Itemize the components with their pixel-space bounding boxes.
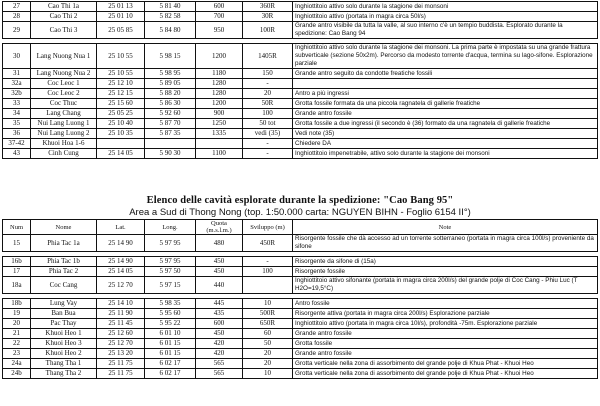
cell-name: Cinh Cung (31, 149, 97, 159)
cell-dev: 10 (243, 299, 293, 309)
cell-note: Antro fossile (293, 299, 598, 309)
cell-lat (97, 139, 145, 149)
cell-num: 21 (3, 329, 31, 339)
cell-note: Grotta fossile (293, 339, 598, 349)
cell-dev: - (243, 257, 293, 267)
cell-name: Khuoi Heo 2 (31, 349, 97, 359)
cell-quota: 1200 (196, 44, 243, 69)
cell-name: Nui Lang Luong 1 (31, 119, 97, 129)
cell-note: Grande antro fossile (293, 329, 598, 339)
cell-name: Thang Tha 2 (31, 369, 97, 379)
cell-quota: 1280 (196, 79, 243, 89)
section2-title: Elenco delle cavità esplorate durante la spedizione: "Cao Bang 95" (146, 195, 454, 206)
table-row (3, 299, 598, 309)
table-row (3, 359, 598, 369)
cell-long: 5 98 95 (145, 69, 196, 79)
cell-lat: 25 11 75 (97, 359, 145, 369)
cell-num: 33 (3, 99, 31, 109)
header-long: Long. (145, 220, 196, 235)
cell-name: Coc Leoc 1 (31, 79, 97, 89)
cell-quota: 700 (196, 12, 243, 22)
cell-num: 15 (3, 235, 31, 252)
cell-num: 37-42 (3, 139, 31, 149)
cell-num: 18a (3, 277, 31, 294)
cell-dev: vedi (35) (243, 129, 293, 139)
cell-dev: 20 (243, 89, 293, 99)
cell-long: 6 02 17 (145, 369, 196, 379)
cell-lat: 25 14 05 (97, 267, 145, 277)
cell-num: 24a (3, 359, 31, 369)
header-dev: Sviluppo (m) (243, 220, 293, 235)
cell-num: 17 (3, 267, 31, 277)
cell-note: Grotta fossile a due ingressi (il secondo è (36) formato da una ragnatela di gallerie freatiche (293, 119, 598, 129)
cell-name: Lang Nuong Nua 1 (31, 44, 97, 69)
cell-dev: 20 (243, 349, 293, 359)
cell-name: Phia Tac 1b (31, 257, 97, 267)
cell-lat: 25 10 55 (97, 69, 145, 79)
table-row (3, 129, 598, 139)
header-quota: Quota (m.s.l.m.) (196, 220, 243, 235)
cell-quota: 420 (196, 339, 243, 349)
cell-note: Risorgente fossile (293, 267, 598, 277)
cell-name: Coc Leoc 2 (31, 89, 97, 99)
cell-lat: 25 12 70 (97, 339, 145, 349)
cell-dev: 50R (243, 99, 293, 109)
cell-note: Grande antro seguito da condotte freatiche fossili (293, 69, 598, 79)
cell-note: Inghiottitoio attivo solo durante la stagione dei monsoni (293, 2, 598, 12)
cell-num: 23 (3, 349, 31, 359)
cell-dev: 150 (243, 69, 293, 79)
cell-num: 31 (3, 69, 31, 79)
cell-lat: 25 14 90 (97, 235, 145, 252)
cell-num: 16b (3, 257, 31, 267)
table-row (3, 309, 598, 319)
cell-quota: 950 (196, 22, 243, 39)
cell-num: 27 (3, 2, 31, 12)
cell-num: 36 (3, 129, 31, 139)
cell-quota: 445 (196, 299, 243, 309)
cell-num: 32b (3, 89, 31, 99)
cell-lat: 25 14 10 (97, 299, 145, 309)
cell-dev: 360R (243, 2, 293, 12)
cell-quota: 600 (196, 2, 243, 12)
cell-quota: 450 (196, 267, 243, 277)
cell-dev: 100 (243, 109, 293, 119)
cell-name: Lang Chang (31, 109, 97, 119)
cell-lat: 25 05 25 (97, 109, 145, 119)
header-name: Nome (31, 220, 97, 235)
cell-name: Khuoi Heo 1 (31, 329, 97, 339)
cell-quota: 565 (196, 359, 243, 369)
cell-lat: 25 11 45 (97, 319, 145, 329)
table-row (3, 79, 598, 89)
cell-lat: 25 12 10 (97, 79, 145, 89)
cell-long: 5 92 60 (145, 109, 196, 119)
cell-num: 32a (3, 79, 31, 89)
cell-dev: - (243, 139, 293, 149)
cave-table-1 (2, 1, 598, 159)
table-row (3, 369, 598, 379)
cell-lat: 25 11 90 (97, 309, 145, 319)
cell-dev: 50 (243, 339, 293, 349)
cell-lat: 25 12 60 (97, 329, 145, 339)
cell-note: Vedi note (35) (293, 129, 598, 139)
table-row (3, 277, 598, 294)
cell-note: Grotta fossile formata da una piccola ragnatela di gallerie freatiche (293, 99, 598, 109)
cell-dev: 60 (243, 329, 293, 339)
cell-dev: 20 (243, 359, 293, 369)
cell-quota: 1250 (196, 119, 243, 129)
cell-long: 5 82 58 (145, 12, 196, 22)
cell-quota: 450 (196, 329, 243, 339)
cell-lat: 25 05 85 (97, 22, 145, 39)
cell-lat: 25 10 35 (97, 129, 145, 139)
cell-name: Phia Tac 2 (31, 267, 97, 277)
cell-long: 5 87 35 (145, 129, 196, 139)
header-num: Num (3, 220, 31, 235)
cell-lat: 25 14 05 (97, 149, 145, 159)
table-row (3, 69, 598, 79)
cell-long: 6 01 15 (145, 349, 196, 359)
cell-long: 5 98 15 (145, 44, 196, 69)
cell-dev: 650R (243, 319, 293, 329)
table-row (3, 2, 598, 12)
cell-dev: - (243, 149, 293, 159)
cell-name: Coc Cang (31, 277, 97, 294)
header-note: Note (293, 220, 598, 235)
cell-long: 5 81 40 (145, 2, 196, 12)
cell-note: Risorgente da sifone di (15a) (293, 257, 598, 267)
cell-lat: 25 15 60 (97, 99, 145, 109)
cell-quota: 1100 (196, 149, 243, 159)
cell-name: Thang Tha 1 (31, 359, 97, 369)
cell-long: 5 95 22 (145, 319, 196, 329)
cell-lat: 25 10 40 (97, 119, 145, 129)
cell-note: Grande antro fossile (293, 349, 598, 359)
cell-long: 5 97 50 (145, 267, 196, 277)
cell-name: Ban Bua (31, 309, 97, 319)
cell-quota: 1200 (196, 99, 243, 109)
table-row (3, 149, 598, 159)
table-row (3, 257, 598, 267)
cell-name: Cao Thi 3 (31, 22, 97, 39)
cell-lat: 25 11 75 (97, 369, 145, 379)
cell-quota: 600 (196, 319, 243, 329)
cell-quota (196, 139, 243, 149)
cell-note: Risorgente attiva (portata in magra circa 200l/s) Esplorazione parziale (293, 309, 598, 319)
cell-long: 6 01 15 (145, 339, 196, 349)
cell-dev: 100 (243, 267, 293, 277)
table-row (3, 119, 598, 129)
cell-quota: 480 (196, 235, 243, 252)
cell-num: 22 (3, 339, 31, 349)
cell-note: Grande antro visibile da tutta la valle, al suo interno c'è un tempio buddista. Esplorato durante la spedizione: Cao Bang 94 (293, 22, 598, 39)
cell-note: Grotta verticale nella zona di assorbimento del grande polje di Khua Phat - Khuoi Heo (293, 369, 598, 379)
table-row (3, 99, 598, 109)
cell-lat: 25 12 70 (97, 277, 145, 294)
cell-dev: 30R (243, 12, 293, 22)
cell-quota: 565 (196, 369, 243, 379)
cell-long (145, 139, 196, 149)
cell-num: 19 (3, 309, 31, 319)
cell-dev: 100R (243, 22, 293, 39)
cell-lat: 25 10 55 (97, 44, 145, 69)
cell-long: 5 87 70 (145, 119, 196, 129)
cell-num: 18b (3, 299, 31, 309)
cell-dev: 450R (243, 235, 293, 252)
table-row (3, 349, 598, 359)
cell-num: 43 (3, 149, 31, 159)
cell-name: Lang Nuong Nua 2 (31, 69, 97, 79)
cell-lat: 25 01 10 (97, 12, 145, 22)
table-row (3, 339, 598, 349)
table-row (3, 109, 598, 119)
cell-num: 24b (3, 369, 31, 379)
cell-name: Nui Lang Luong 2 (31, 129, 97, 139)
cell-quota: 440 (196, 277, 243, 294)
cell-note: Inghiottitoio attivo sifonante (portata in magra circa 200l/s) del grande polje di Coc Cang - Phiu Luc (T H2O=19,5°C) (293, 277, 598, 294)
table-row (3, 319, 598, 329)
cell-note: Grande antro fossile (293, 109, 598, 119)
cell-long: 6 02 17 (145, 359, 196, 369)
cell-name: Cao Thi 2 (31, 12, 97, 22)
cell-note: Antro a più ingressi (293, 89, 598, 99)
cell-name: Cao Thi 1a (31, 2, 97, 12)
cell-long: 5 89 05 (145, 79, 196, 89)
section2-subtitle: Area a Sud di Thong Nong (top. 1:50.000 carta: NGUYEN BIHN - Foglio 6154 II°) (129, 207, 471, 218)
cell-num: 29 (3, 22, 31, 39)
cell-num: 20 (3, 319, 31, 329)
cell-lat: 25 12 15 (97, 89, 145, 99)
cell-long: 5 97 15 (145, 277, 196, 294)
cell-name: Pac Thay (31, 319, 97, 329)
table-row (3, 329, 598, 339)
table-row (3, 267, 598, 277)
cell-lat: 25 01 13 (97, 2, 145, 12)
cave-table-2 (2, 219, 598, 379)
cell-dev: 50 tot (243, 119, 293, 129)
cell-quota: 1335 (196, 129, 243, 139)
cell-note: Chiedere DA (293, 139, 598, 149)
cell-quota: 900 (196, 109, 243, 119)
cell-long: 6 01 10 (145, 329, 196, 339)
cell-dev: 1405R (243, 44, 293, 69)
cell-note: Inghiottitoio impenetrabile, attivo solo durante la stagione dei monsoni (293, 149, 598, 159)
cell-note: Risorgente fossile che dà accesso ad un torrente sotterraneo (portata in magra circa 100l/s) proveniente da sifone (293, 235, 598, 252)
cell-note: Inghiottitoio attivo (portata in magra circa 10l/s), profondità -75m. Esplorazione parziale (293, 319, 598, 329)
cell-dev: 10 (243, 369, 293, 379)
cell-note (293, 79, 598, 89)
cell-name: Khuoi Heo 3 (31, 339, 97, 349)
cell-quota: 420 (196, 349, 243, 359)
table-header-row (3, 220, 598, 235)
cell-long: 5 88 20 (145, 89, 196, 99)
cell-quota: 1280 (196, 89, 243, 99)
cell-name: Lung Vay (31, 299, 97, 309)
cell-lat: 25 13 20 (97, 349, 145, 359)
cell-long: 5 95 60 (145, 309, 196, 319)
cell-note: Grotta verticale nella zona di assorbimento del grande polje di Khua Phat - Khuoi Heo (293, 359, 598, 369)
cell-note: Inghiottitoio attivo solo durante la stagione dei monsoni. La prima parte è impostata su una grande frattura subverticale (sezione 50x2m). Percorso da modesto torrente d'acqua, termina su lago-sifone. Esplorazione parziale (293, 44, 598, 69)
table-row (3, 22, 598, 39)
cell-num: 30 (3, 44, 31, 69)
table-row (3, 235, 598, 252)
cell-long: 5 84 80 (145, 22, 196, 39)
cell-long: 5 97 95 (145, 257, 196, 267)
cell-lat: 25 14 90 (97, 257, 145, 267)
cell-num: 35 (3, 119, 31, 129)
table-row (3, 44, 598, 69)
cell-long: 5 86 30 (145, 99, 196, 109)
table-row (3, 89, 598, 99)
cell-long: 5 90 30 (145, 149, 196, 159)
cell-name: Phia Tac 1a (31, 235, 97, 252)
cell-note: Inghiottitoio attivo (portata in magra circa 50l/s) (293, 12, 598, 22)
cell-long: 5 97 95 (145, 235, 196, 252)
cell-num: 28 (3, 12, 31, 22)
cell-dev (243, 277, 293, 294)
cell-num: 34 (3, 109, 31, 119)
cell-name: Khuoi Hoa 1-6 (31, 139, 97, 149)
cell-quota: 435 (196, 309, 243, 319)
cell-dev: - (243, 79, 293, 89)
cell-dev: 500R (243, 309, 293, 319)
table-row (3, 12, 598, 22)
cell-long: 5 98 35 (145, 299, 196, 309)
cell-name: Coc Thuc (31, 99, 97, 109)
cell-quota: 450 (196, 257, 243, 267)
cell-quota: 1180 (196, 69, 243, 79)
header-lat: Lat. (97, 220, 145, 235)
table-row (3, 139, 598, 149)
